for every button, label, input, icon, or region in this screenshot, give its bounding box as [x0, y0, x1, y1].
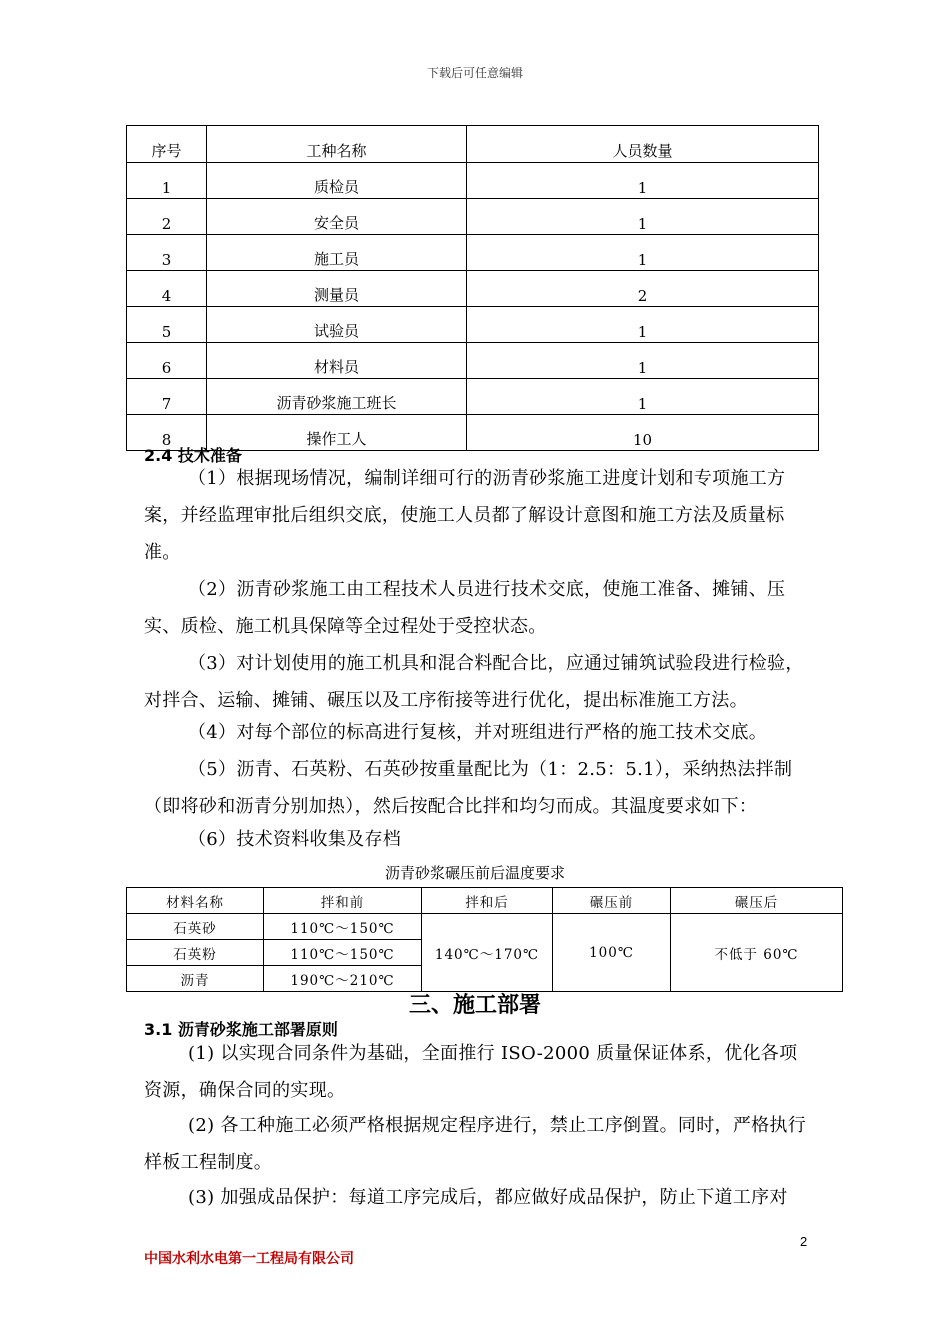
table-row	[127, 235, 819, 271]
table-cell: 6	[127, 343, 207, 379]
paragraph: （5）沥青、石英粉、石英砂按重量配比为（1：2.5：5.1），采纳热法拌制（即将砂和沥青分别加热），然后按配合比拌和均匀而成。其温度要求如下：	[144, 759, 793, 817]
table-cell: 不低于 60℃	[671, 914, 843, 992]
table-cell: 190℃～210℃	[264, 966, 422, 992]
page-header: 下载后可任意编辑	[426, 66, 523, 80]
paragraph: (1) 以实现合同条件为基础，全面推行 ISO-2000 质量保证体系，优化各项资源，确保合同的实现。	[144, 1043, 798, 1101]
table-cell: 石英砂	[127, 914, 264, 940]
table-cell: 1	[127, 163, 207, 199]
table-cell: 110℃～150℃	[264, 914, 422, 940]
col-header: 序号	[127, 126, 207, 163]
staff-table	[126, 125, 819, 451]
table-cell: 8	[127, 415, 207, 451]
table-cell: 1	[467, 307, 819, 343]
paragraph: （1）根据现场情况，编制详细可行的沥青砂浆施工进度计划和专项施工方案，并经监理审批后组织交底，使施工人员都了解设计意图和施工方法及质量标准。	[144, 468, 786, 563]
col-header: 碾压后	[671, 888, 843, 914]
paragraph: (2) 各工种施工必须严格根据规定程序进行，禁止工序倒置。同时，严格执行样板工程制度。	[144, 1115, 807, 1173]
col-header: 工种名称	[207, 126, 467, 163]
col-header: 人员数量	[467, 126, 819, 163]
table-cell: 沥青砂浆施工班长	[207, 379, 467, 415]
table-caption: 沥青砂浆碾压前后温度要求	[384, 864, 565, 882]
table-cell: 110℃～150℃	[264, 940, 422, 966]
table-cell: 1	[467, 343, 819, 379]
table-cell: 1	[467, 163, 819, 199]
table-cell: 1	[467, 235, 819, 271]
table-row	[127, 163, 819, 199]
table-cell: 安全员	[207, 199, 467, 235]
paragraph: （4）对每个部位的标高进行复核，并对班组进行严格的施工技术交底。	[188, 722, 768, 743]
table-cell: 沥青	[127, 966, 264, 992]
table-cell: 施工员	[207, 235, 467, 271]
table-row	[127, 271, 819, 307]
table-cell: 100℃	[553, 914, 671, 992]
table-cell: 7	[127, 379, 207, 415]
table-cell: 5	[127, 307, 207, 343]
table-row	[127, 199, 819, 235]
section-heading: 2.4 技术准备	[144, 446, 242, 465]
temperature-table	[126, 887, 843, 992]
page-number: 2	[800, 1234, 808, 1249]
col-header: 拌和后	[422, 888, 553, 914]
table-header-row	[127, 126, 819, 163]
table-cell: 1	[467, 379, 819, 415]
table-cell: 3	[127, 235, 207, 271]
col-header: 拌和前	[264, 888, 422, 914]
table-row	[127, 379, 819, 415]
footer-company: 中国水利水电第一工程局有限公司	[144, 1251, 354, 1267]
paragraph: (3) 加强成品保护：每道工序完成后，都应做好成品保护，防止下道工序对	[188, 1187, 788, 1208]
table-row	[127, 343, 819, 379]
paragraph: （6）技术资料收集及存档	[188, 829, 402, 850]
col-header: 材料名称	[127, 888, 264, 914]
section-heading: 3.1 沥青砂浆施工部署原则	[144, 1020, 338, 1039]
table-cell: 试验员	[207, 307, 467, 343]
paragraph: （2）沥青砂浆施工由工程技术人员进行技术交底，使施工准备、摊铺、压实、质检、施工机具保障等全过程处于受控状态。	[144, 579, 786, 637]
table-cell: 2	[467, 271, 819, 307]
table-cell: 测量员	[207, 271, 467, 307]
table-row	[127, 307, 819, 343]
table-cell: 10	[467, 415, 819, 451]
table-row	[127, 914, 843, 940]
table-cell: 140℃～170℃	[422, 914, 553, 992]
paragraph: （3）对计划使用的施工机具和混合料配合比，应通过铺筑试验段进行检验，对拌合、运输、摊铺、碾压以及工序衔接等进行优化，提出标准施工方法。	[144, 653, 804, 711]
table-cell: 材料员	[207, 343, 467, 379]
table-header-row	[127, 888, 843, 914]
col-header: 碾压前	[553, 888, 671, 914]
table-cell: 操作工人	[207, 415, 467, 451]
table-cell: 4	[127, 271, 207, 307]
table-cell: 石英粉	[127, 940, 264, 966]
table-cell: 质检员	[207, 163, 467, 199]
chapter-title: 三、施工部署	[408, 993, 541, 1018]
table-cell: 2	[127, 199, 207, 235]
table-cell: 1	[467, 199, 819, 235]
